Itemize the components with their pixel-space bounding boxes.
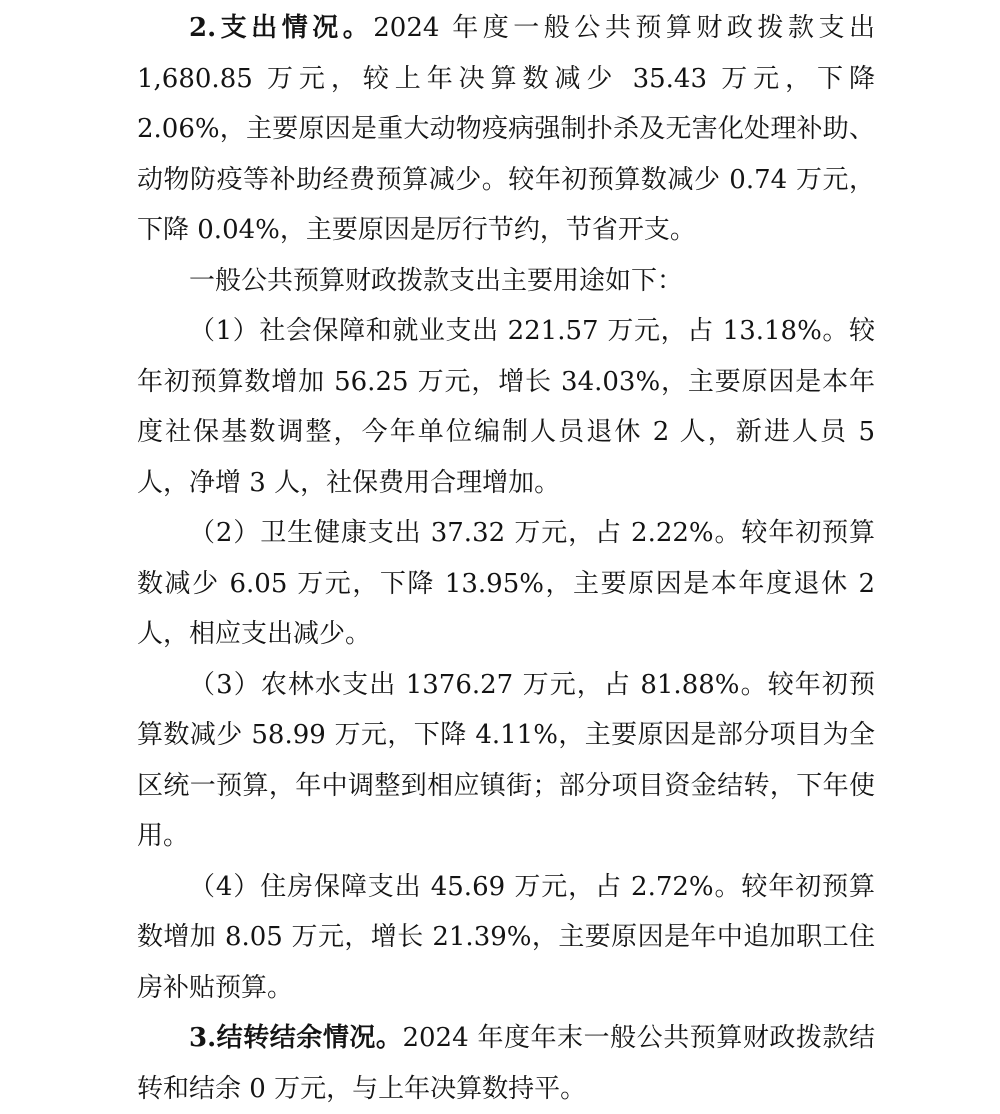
carryover-body: 2024 年度年末一般公共预算财政拨款结转和结余 0 万元，与上年决算数持平。	[137, 1023, 875, 1104]
item-social-security: （1）社会保障和就业支出 221.57 万元，占 13.18%。较年初预算数增加 56.25 万元，增长 34.03%，主要原因是本年度社保基数调整，今年单位编制人员退休 2 人，新进人员 5 人，净增 3 人，社保费用合理增加。	[137, 316, 875, 498]
item-housing: （4）住房保障支出 45.69 万元，占 2.72%。较年初预算数增加 8.05 万元，增长 21.39%，主要原因是年中追加职工住房补贴预算。	[137, 871, 875, 1003]
expenditure-paragraph	[137, 3, 875, 256]
usage-intro: 一般公共预算财政拨款支出主要用途如下：	[189, 265, 684, 296]
expenditure-heading: 2.支出情况。	[189, 13, 374, 43]
carryover-heading: 3.结转结余情况。	[189, 1023, 403, 1053]
expenditure-body: 2024 年度一般公共预算财政拨款支出 1,680.85 万元，较上年决算数减少 35.43 万元，下降 2.06%，主要原因是重大动物疫病强制扑杀及无害化处理补助、动物防疫等补助经费预算减少。较年初预算数减少 0.74 万元，下降 0.04%，主要原因是厉行节约，节省开支。	[137, 13, 875, 245]
document-page	[137, 3, 875, 1114]
carryover-paragraph	[137, 1013, 875, 1114]
item-agriculture: （3）农林水支出 1376.27 万元，占 81.88%。较年初预算数减少 58.99 万元，下降 4.11%，主要原因是部分项目为全区统一预算，年中调整到相应镇街；部分项目资金结转，下年使用。	[137, 669, 875, 851]
item-health: （2）卫生健康支出 37.32 万元，占 2.22%。较年初预算数减少 6.05 万元，下降 13.95%，主要原因是本年度退休 2 人，相应支出减少。	[137, 518, 875, 649]
